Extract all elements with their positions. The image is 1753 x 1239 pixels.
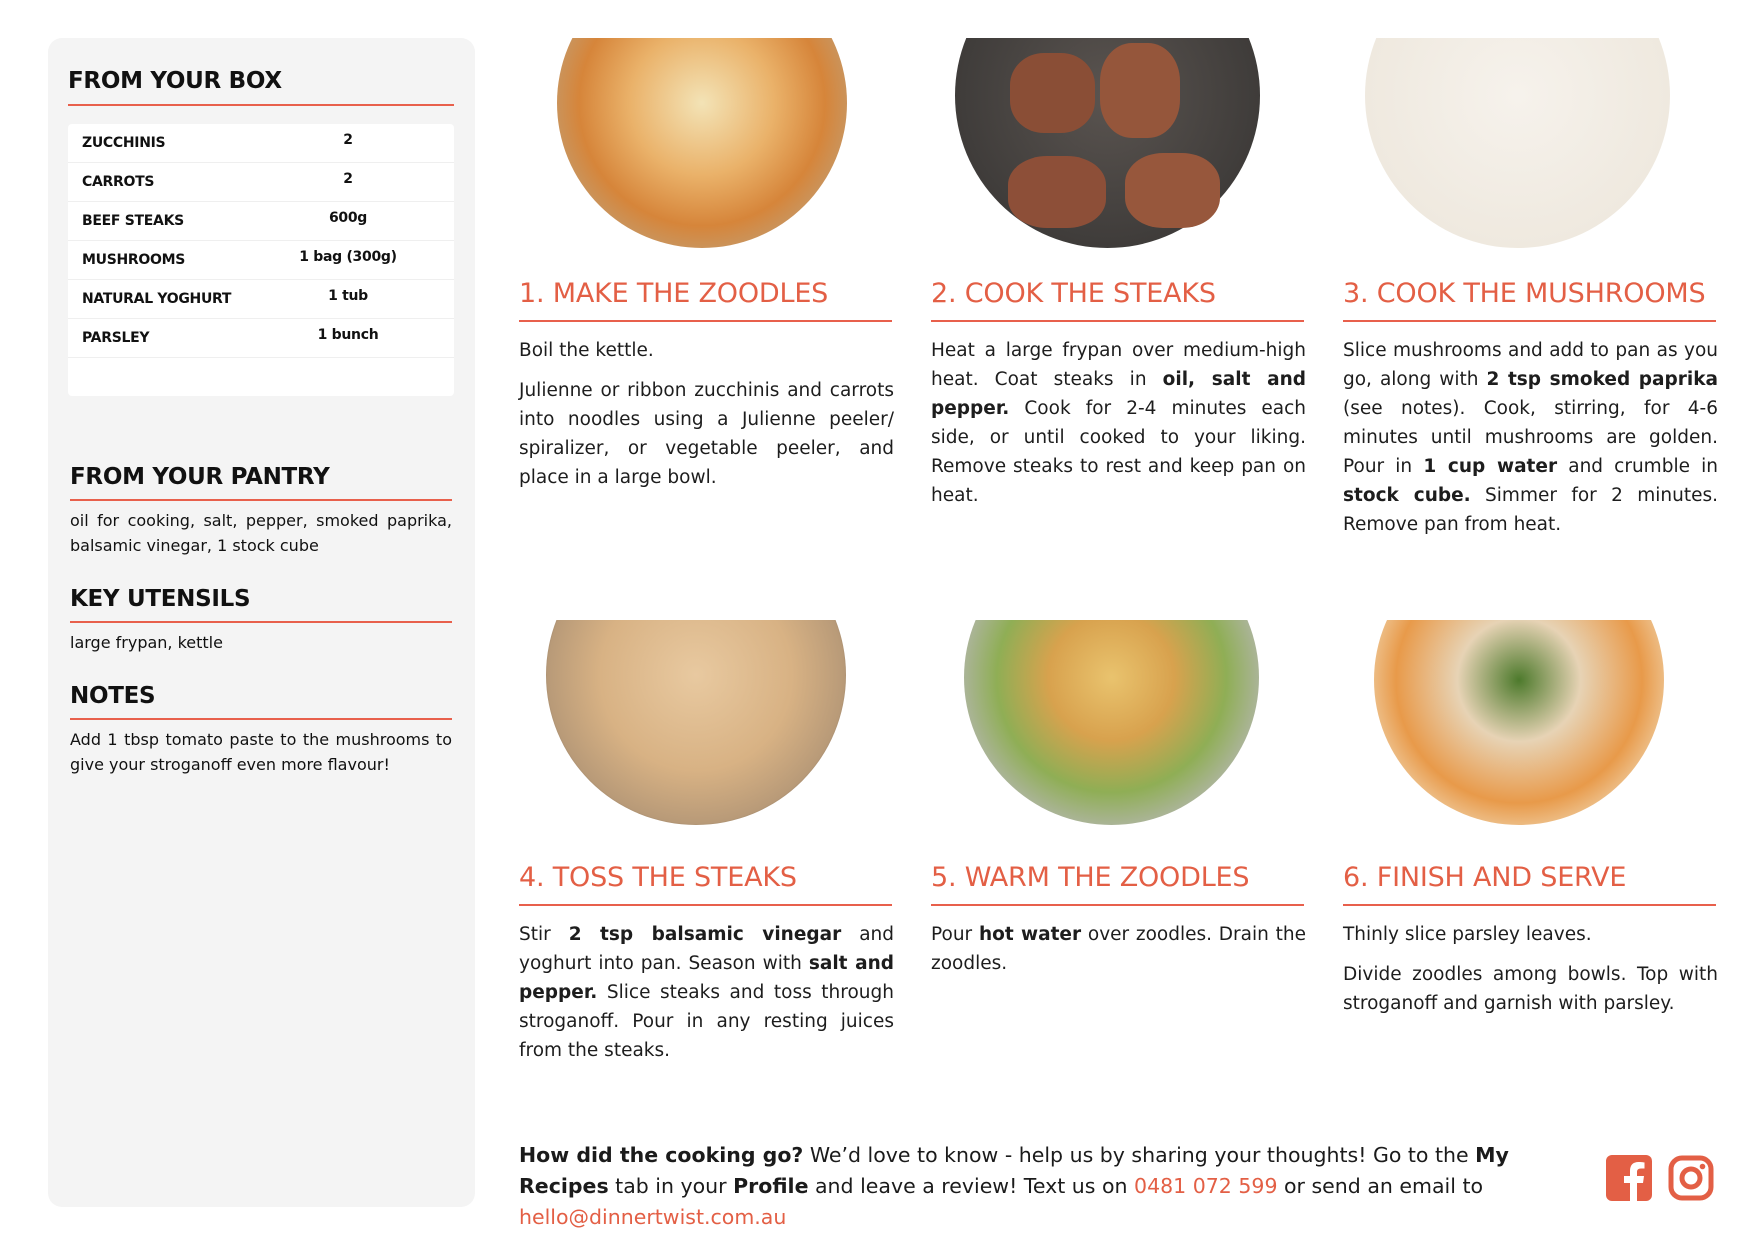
bold-run: 2 tsp smoked paprika [1486,369,1718,390]
step-paragraph: Divide zoodles among bowls. Top with stroganoff and garnish with parsley. [1343,964,1718,1014]
steak-shape [1010,53,1095,133]
text-run: Cook for 2-4 minutes each side, or until cooked to your liking. Remove steaks to rest and keep pan on heat. [931,398,1306,506]
steak-shape [1100,43,1180,138]
step-paragraph: Thinly slice parsley leaves. [1343,924,1592,945]
text-run: Simmer for 2 minutes. Remove pan from heat. [1343,485,1718,535]
divider [68,104,454,106]
steaks-photo [950,38,1300,248]
bowl-shape [557,38,847,248]
text-run: or send an email to [1277,1174,1484,1198]
bold-run: hot water [978,924,1082,945]
box-ingredients-table [68,124,454,396]
ingredient-name: NATURAL YOGHURT [82,291,232,307]
bold-run: oil, salt and pepper. [931,369,1306,419]
from-your-box-heading: FROM YOUR BOX [68,68,282,94]
my-recipes-label: My Recipes [519,1143,1509,1198]
divider [931,320,1304,322]
ingredient-name: PARSLEY [82,330,150,346]
colander-shape [964,620,1259,825]
feedback-question: How did the cooking go? [519,1143,804,1167]
step-5-title: 5. WARM THE ZOODLES [931,862,1250,893]
utensils-text: large frypan, kettle [70,633,223,652]
ingredient-qty: 2 [343,171,353,187]
bowl-shape [1374,620,1664,825]
bold-run: salt and pepper. [519,953,894,1003]
ingredient-row [68,280,454,319]
pan-shape [546,620,846,825]
ingredient-row [68,241,454,280]
text-run: Heat a large frypan over medium-high heat. Coat steaks in [931,340,1306,390]
text-run: (see notes). Cook, stirring, for 4-6 minutes until mushrooms are golden. Pour in [1343,398,1718,477]
divider [1343,320,1716,322]
divider [70,621,452,623]
ingredient-qty: 600g [328,210,368,226]
divider [70,718,452,720]
text-run: and leave a review! Text us on [808,1174,1135,1198]
divider [931,904,1304,906]
notes-text: Add 1 tbsp tomato paste to the mushrooms to give your stroganoff even more flavour! [70,730,452,774]
mushrooms-photo [1360,38,1710,248]
text-run: We’d love to know - help us by sharing your thoughts! Go to the [803,1143,1476,1167]
text-run: Slice steaks and toss through stroganoff. Pour in any resting juices from the steaks. [519,982,894,1061]
profile-label: Profile [733,1174,809,1198]
warm-zoodles-photo [950,620,1300,830]
ingredient-qty: 1 tub [328,288,368,304]
toss-steaks-photo [540,620,880,830]
text-run: and crumble in [1557,456,1718,477]
from-your-pantry-heading: FROM YOUR PANTRY [70,464,330,490]
finished-dish-photo [1360,620,1710,830]
step-6-title: 6. FINISH AND SERVE [1343,862,1627,893]
step-3-title: 3. COOK THE MUSHROOMS [1343,278,1706,309]
divider [519,904,892,906]
empty-row [68,358,454,396]
step-paragraph: Julienne or ribbon zucchinis and carrots into noodles using a Julienne peeler/ spiralizer, or vegetable peeler, and place in a large bowl. [519,380,894,488]
step-4-title: 4. TOSS THE STEAKS [519,862,797,893]
pantry-text: oil for cooking, salt, pepper, smoked paprika, balsamic vinegar, 1 stock cube [70,511,452,555]
ingredient-name: BEEF STEAKS [82,213,184,229]
facebook-icon[interactable] [1606,1155,1652,1201]
bold-run: stock cube. [1343,485,1471,506]
phone-link[interactable]: 0481 072 599 [1134,1174,1278,1198]
step-3-text [1343,336,1718,550]
step-2-text [931,336,1306,521]
ingredient-row [68,202,454,241]
notes-heading: NOTES [70,683,156,709]
ingredient-name: CARROTS [82,174,155,190]
text-run: Pour [931,924,979,945]
step-5-text [931,920,1306,989]
instagram-icon[interactable] [1668,1155,1714,1201]
ingredients-panel [48,38,475,1207]
divider [70,499,452,501]
text-run: Slice mushrooms and add to pan as you go, along with [1343,340,1718,390]
ingredient-qty: 1 bunch [317,327,379,343]
feedback-footer [519,1140,1569,1233]
divider [519,320,892,322]
ingredient-row [68,319,454,358]
step-2-title: 2. COOK THE STEAKS [931,278,1216,309]
step-6-text [1343,920,1718,1029]
bold-run: 2 tsp balsamic vinegar [568,924,842,945]
ingredient-row [68,124,454,163]
zoodles-photo [540,38,865,248]
text-run: and yoghurt into pan. Season with [519,924,895,974]
email-link[interactable]: hello@dinnertwist.com.au [519,1205,787,1229]
bold-run: 1 cup water [1423,456,1558,477]
ingredient-qty: 2 [343,132,353,148]
step-paragraph: Boil the kettle. [519,340,654,361]
ingredient-row [68,163,454,202]
ingredient-name: MUSHROOMS [82,252,185,268]
pan-shape [1365,38,1670,248]
divider [1343,904,1716,906]
text-run: over zoodles. Drain the zoodles. [931,924,1306,974]
text-run: tab in your [608,1174,734,1198]
step-1-title: 1. MAKE THE ZOODLES [519,278,829,309]
steak-shape [1008,156,1106,228]
steak-shape [1125,153,1220,228]
step-1-text [519,336,894,503]
step-4-text [519,920,894,1076]
ingredient-name: ZUCCHINIS [82,135,166,151]
text-run: Stir [519,924,569,945]
ingredient-qty: 1 bag (300g) [299,249,397,265]
key-utensils-heading: KEY UTENSILS [70,586,251,612]
